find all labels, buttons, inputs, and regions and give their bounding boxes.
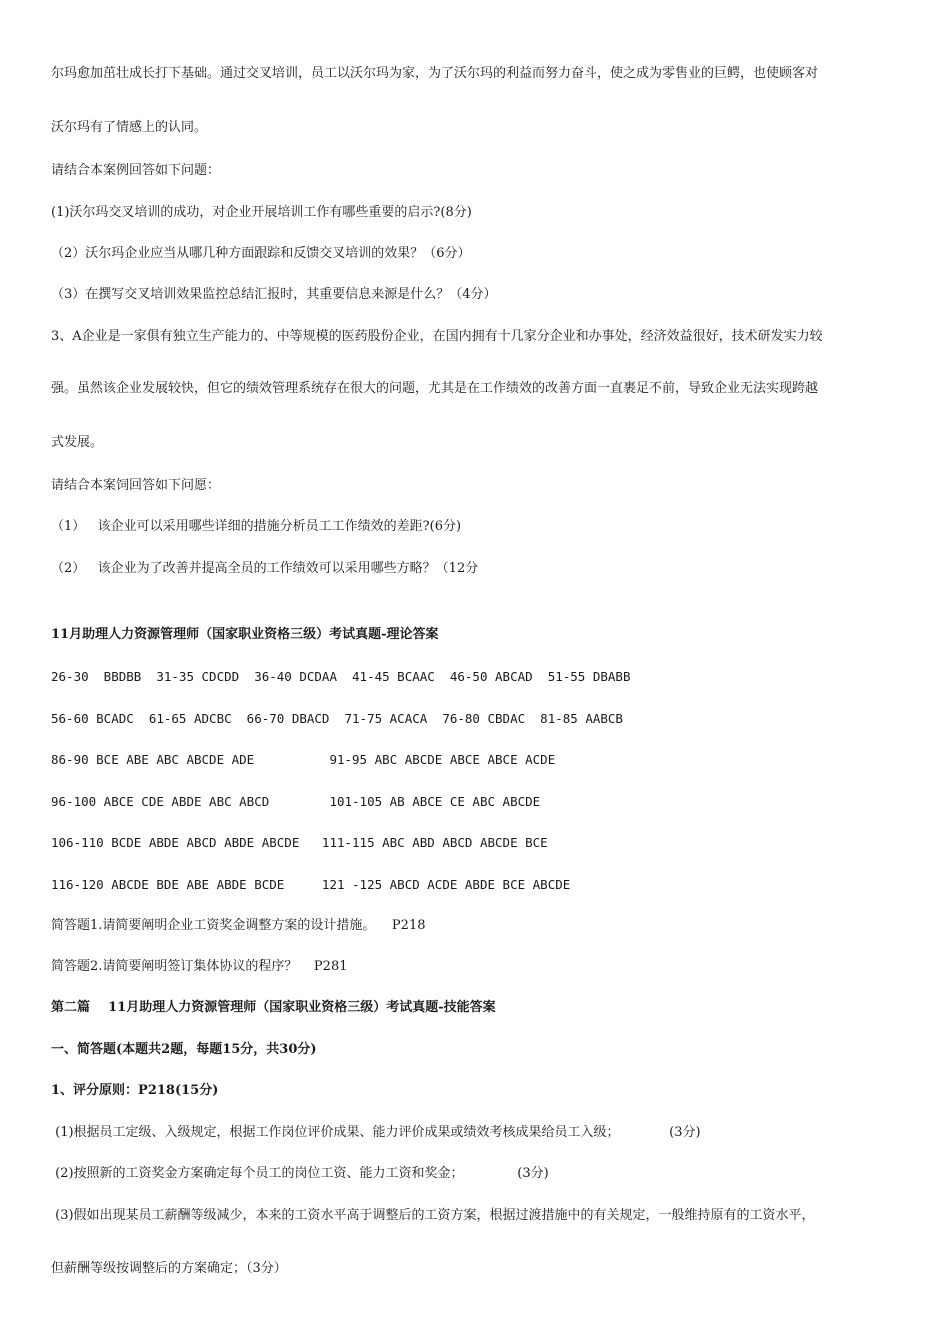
question-line: （2）沃尔玛企业应当从哪几种方面跟踪和反馈交叉培训的效果？（6分） [51,246,471,261]
paragraph-line: 3、A企业是一家俱有独立生产能力的、中等规模的医药股份企业，在国内拥有十几家分企业和办事处，经济效益很好，技术研发实力较 [51,329,823,344]
answer-line: 116-120 ABCDE BDE ABE ABDE BCDE 121 -125 ABCD ACDE ABDE BCE ABCDE [51,877,571,892]
subsection-heading: 1、评分原则：P218(15分) [51,1083,219,1098]
answer-line: 96-100 ABCE CDE ABDE ABC ABCD 101-105 AB ABCE CE ABC ABCDE [51,794,541,809]
answer-line: 56-60 BCADC 61-65 ADCBC 66-70 DBACD 71-75 ACACA 76-80 CBDAC 81-85 AABCB [51,711,623,726]
question-line: (1)沃尔玛交叉培训的成功，对企业开展培训工作有哪些重要的启示?(8分) [51,205,472,220]
scoring-line: 但薪酬等级按调整后的方案确定；（3分） [51,1261,287,1276]
paragraph-line: 式发展。 [51,435,104,450]
subsection-heading: 一、简答题(本题共2题，每题15分，共30分) [51,1042,317,1057]
question-line: （3）在撰写交叉培训效果监控总结汇报时，其重要信息来源是什么？（4分） [51,287,497,302]
question-line: （1） 该企业可以采用哪些详细的措施分析员工工作绩效的差距?(6分) [51,519,462,534]
section-heading: 第二篇 11月助理人力资源管理师（国家职业资格三级）考试真题-技能答案 [51,1000,496,1015]
scoring-line: (1)根据员工定级、入级规定，根据工作岗位评价成果、能力评价成果或绩效考核成果给员工入级； (3分) [51,1125,701,1140]
paragraph-line: 强。虽然该企业发展较快，但它的绩效管理系统存在很大的问题，尤其是在工作绩效的改善方面一直裹足不前，导致企业无法实现跨越 [51,381,819,396]
section-heading: 11月助理人力资源管理师（国家职业资格三级）考试真题-理论答案 [51,627,439,642]
scoring-line: (3)假如出现某员工薪酬等级减少，本来的工资水平高于调整后的工资方案，根据过渡措施中的有关规定，一般维持原有的工资水平， [51,1208,815,1223]
paragraph-line: 请结合本案饲回答如下问愿： [51,478,221,493]
paragraph-line: 沃尔玛有了情感上的认同。 [51,120,208,135]
question-line: （2） 该企业为了改善并提高全员的工作绩效可以采用哪些方略？（12分 [51,561,479,576]
paragraph-line: 尔玛愈加茁壮成长打下基础。通过交叉培训，员工以沃尔玛为家，为了沃尔玛的利益而努力奋斗，使之成为零售业的巨鳄，也使顾客对 [51,66,819,81]
paragraph-line: 请结合本案例回答如下问题： [51,163,221,178]
answer-line: 26-30 BBDBB 31-35 CDCDD 36-40 DCDAA 41-45 BCAAC 46-50 ABCAD 51-55 DBABB [51,669,631,684]
short-answer-line: 简答题2.请简要阐明签订集体协议的程序？ P281 [51,959,348,974]
short-answer-line: 简答题1.请简要阐明企业工资奖金调整方案的设计措施。 P218 [51,918,426,933]
scoring-line: (2)按照新的工资奖金方案确定每个员工的岗位工资、能力工资和奖金； (3分) [51,1166,549,1181]
answer-line: 106-110 BCDE ABDE ABCD ABDE ABCDE 111-115 ABC ABD ABCD ABCDE BCE [51,835,548,850]
answer-line: 86-90 BCE ABE ABC ABCDE ADE 91-95 ABC ABCDE ABCE ABCE ACDE [51,752,556,767]
